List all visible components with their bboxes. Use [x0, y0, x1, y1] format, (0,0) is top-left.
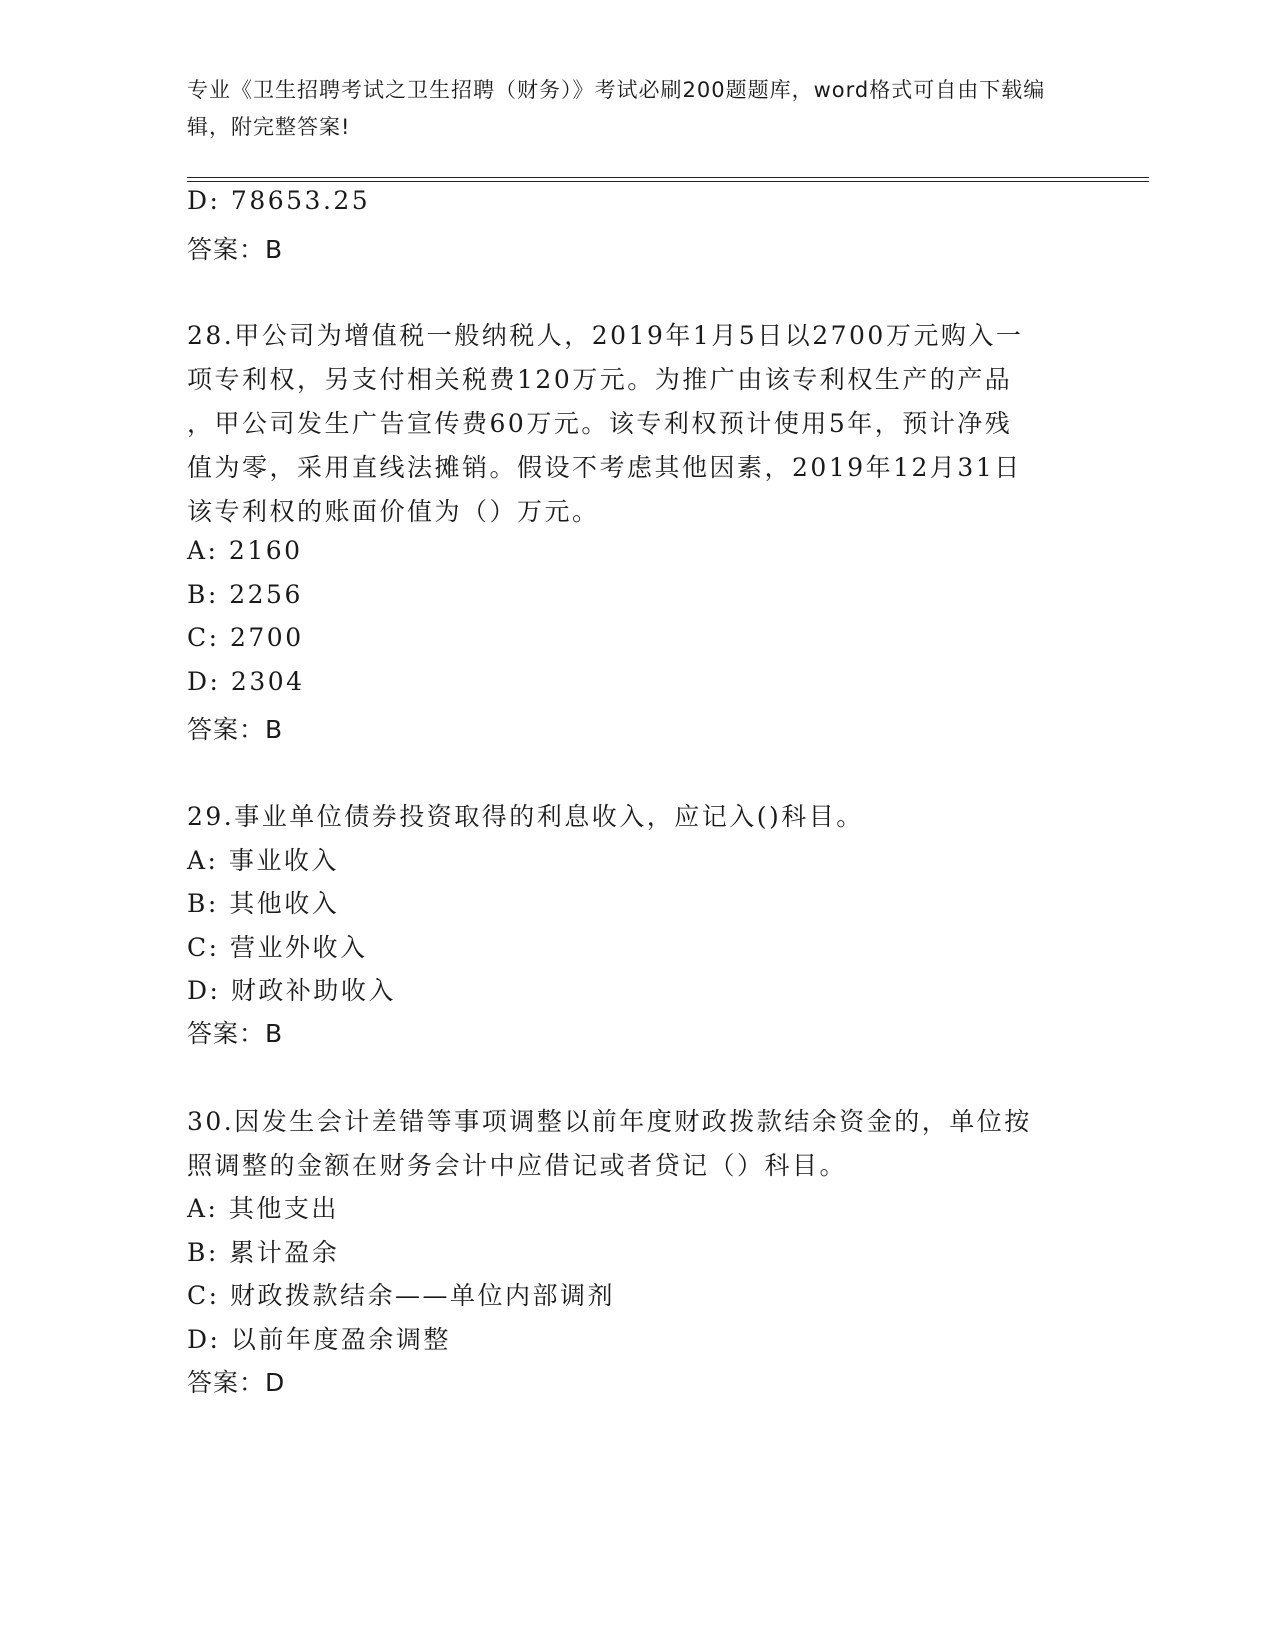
question-stem-line: 29.事业单位债券投资取得的利息收入，应记入()科目。 — [187, 802, 864, 831]
header-divider — [187, 177, 1149, 182]
answer-line: 答案：D — [187, 1368, 286, 1397]
answer-line: 答案：B — [187, 715, 284, 744]
option-a: A: 事业收入 — [187, 846, 339, 875]
question-stem-line: 28.甲公司为增值税一般纳税人，2019年1月5日以2700万元购入一 — [187, 321, 1024, 350]
option-b: B: 2256 — [187, 580, 303, 609]
option-b: B: 其他收入 — [187, 889, 340, 918]
option-c: C: 2700 — [187, 623, 304, 652]
question-stem-line: 该专利权的账面价值为（）万元。 — [187, 497, 600, 526]
option-a: A: 其他支出 — [187, 1194, 339, 1223]
page-header-title: 专业《卫生招聘考试之卫生招聘（财务）》考试必刷200题题库，word格式可自由下载编辑，附完整答案! — [187, 78, 1046, 139]
option-d: D: 以前年度盈余调整 — [187, 1325, 451, 1354]
option-b: B: 累计盈余 — [187, 1238, 340, 1267]
question-stem-line: 30.因发生会计差错等事项调整以前年度财政拨款结余资金的，单位按 — [187, 1107, 1032, 1136]
option-a: A: 2160 — [187, 536, 303, 565]
option-c: C: 营业外收入 — [187, 933, 368, 962]
option-d: D: 78653.25 — [187, 186, 371, 215]
option-c: C: 财政拨款结余——单位内部调剂 — [187, 1281, 615, 1310]
question-stem-line: ，甲公司发生广告宣传费60万元。该专利权预计使用5年，预计净残 — [187, 409, 1013, 438]
question-stem-line: 值为零，采用直线法摊销。假设不考虑其他因素，2019年12月31日 — [187, 453, 1022, 482]
answer-line: 答案：B — [187, 235, 284, 264]
option-d: D: 财政补助收入 — [187, 976, 396, 1005]
question-stem-line: 照调整的金额在财务会计中应借记或者贷记（）科目。 — [187, 1151, 848, 1180]
option-d: D: 2304 — [187, 667, 305, 696]
answer-line: 答案：B — [187, 1019, 284, 1048]
question-stem-line: 项专利权，另支付相关税费120万元。为推广由该专利权生产的产品 — [187, 365, 1013, 394]
